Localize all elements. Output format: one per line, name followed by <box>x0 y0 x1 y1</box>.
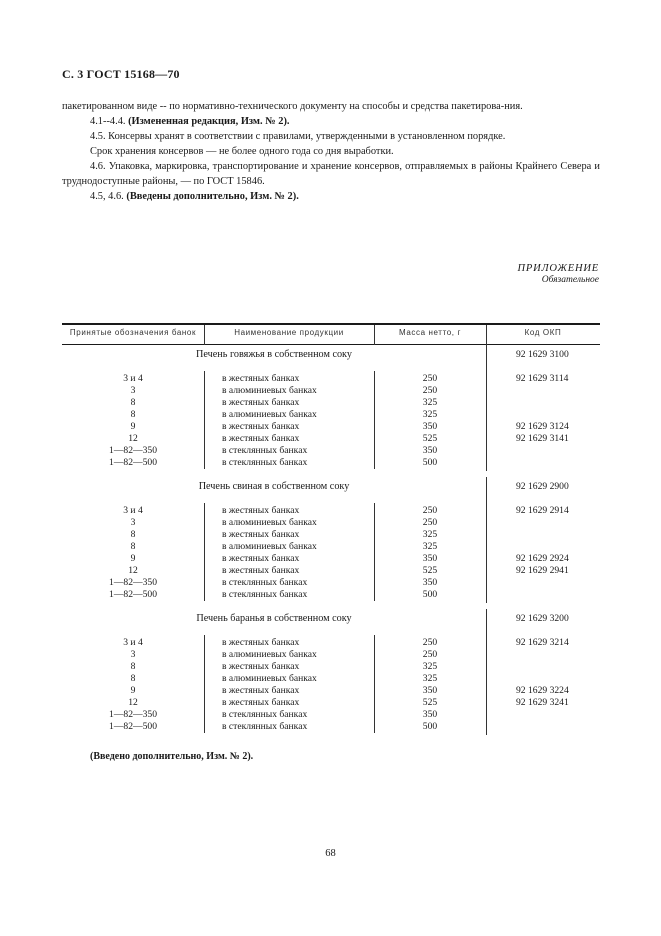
header-name: Наименование продукции <box>234 328 344 337</box>
cell-name: в стеклянных банках <box>222 577 308 588</box>
cell-mass: 350 <box>422 709 438 720</box>
cell-mass: 250 <box>422 373 438 384</box>
cell-name: в стеклянных банках <box>222 709 308 720</box>
cell-mass: 250 <box>422 637 438 648</box>
section-title: Печень свиная в собственном соку <box>198 481 350 492</box>
cell-designation: 1—82—500 <box>109 457 157 468</box>
cell-designation: 12 <box>128 697 138 708</box>
section-code: 92 1629 2900 <box>516 481 569 492</box>
column-divider <box>204 635 205 733</box>
cell-designation: 8 <box>130 409 136 420</box>
paragraph-4-5: 4.5. Консервы хранят в соответствии с правилами, утвержденными в установленном порядке. <box>90 131 506 142</box>
cell-name: в жестяных банках <box>222 661 300 672</box>
paragraph-prefix: 4.5, 4.6. <box>90 191 127 202</box>
header-code: Код ОКП <box>524 328 562 337</box>
cell-name: в жестяных банках <box>222 685 300 696</box>
cell-designation: 1—82—350 <box>109 445 157 456</box>
cell-designation: 12 <box>128 565 138 576</box>
cell-mass: 500 <box>422 457 438 468</box>
cell-designation: 3 <box>130 385 136 396</box>
cell-mass: 250 <box>422 649 438 660</box>
table-top-rule <box>62 323 600 325</box>
cell-mass: 250 <box>422 517 438 528</box>
footer-amendment-note: (Введено дополнительно, Изм. № 2). <box>90 751 254 762</box>
page-header: С. 3 ГОСТ 15168—70 <box>62 67 180 81</box>
appendix-subtitle: Обязательное <box>541 275 599 285</box>
cell-name: в алюминиевых банках <box>222 673 317 684</box>
cell-name: в жестяных банках <box>222 565 300 576</box>
section-title: Печень говяжья в собственном соку <box>196 349 352 360</box>
column-divider <box>486 345 487 471</box>
cell-name: в жестяных банках <box>222 529 300 540</box>
column-divider <box>486 477 487 603</box>
cell-code: 92 1629 3241 <box>516 697 569 708</box>
cell-mass: 350 <box>422 445 438 456</box>
table-header-rule <box>62 344 600 345</box>
cell-code: 92 1629 3214 <box>516 637 569 648</box>
appendix-label <box>518 263 600 285</box>
amendment-note: (Введены дополнительно, Изм. № 2). <box>126 191 299 202</box>
cell-designation: 3 <box>130 649 136 660</box>
cell-mass: 325 <box>422 541 438 552</box>
cell-mass: 350 <box>422 577 438 588</box>
body-text <box>62 99 600 204</box>
header-divider <box>204 325 205 345</box>
header-divider <box>374 325 375 345</box>
cell-mass: 325 <box>422 397 438 408</box>
cell-mass: 250 <box>422 505 438 516</box>
cell-name: в алюминиевых банках <box>222 409 317 420</box>
cell-name: в стеклянных банках <box>222 445 308 456</box>
amendment-note: (Измененная редакция, Изм. № 2). <box>128 116 290 127</box>
cell-mass: 525 <box>422 433 438 444</box>
cell-name: в алюминиевых банках <box>222 385 317 396</box>
cell-designation: 12 <box>128 433 138 444</box>
cell-designation: 9 <box>130 553 136 564</box>
cell-designation: 8 <box>130 673 136 684</box>
cell-code: 92 1629 2924 <box>516 553 569 564</box>
cell-code: 92 1629 2914 <box>516 505 569 516</box>
paragraph-continuation: пакетированном виде -- по нормативно-технического документу на способы и средства пакетирова-ния. <box>62 101 523 112</box>
cell-name: в жестяных банках <box>222 373 300 384</box>
cell-designation: 3 и 4 <box>123 505 143 516</box>
cell-code: 92 1629 2941 <box>516 565 569 576</box>
header-mass: Масса нетто, г <box>399 328 461 337</box>
paragraph-prefix: 4.1--4.4. <box>90 116 129 127</box>
paragraph-storage-term: Срок хранения консервов — не более одного года со дня выработки. <box>90 146 394 157</box>
cell-mass: 500 <box>422 589 438 600</box>
cell-designation: 8 <box>130 529 136 540</box>
cell-name: в алюминиевых банках <box>222 541 317 552</box>
cell-designation: 8 <box>130 541 136 552</box>
cell-designation: 1—82—500 <box>109 721 157 732</box>
cell-name: в стеклянных банках <box>222 457 308 468</box>
cell-mass: 350 <box>422 685 438 696</box>
cell-name: в жестяных банках <box>222 421 300 432</box>
section-code: 92 1629 3200 <box>516 613 569 624</box>
cell-mass: 325 <box>422 529 438 540</box>
header-divider <box>486 325 487 345</box>
cell-code: 92 1629 3124 <box>516 421 569 432</box>
cell-name: в жестяных банках <box>222 637 300 648</box>
cell-designation: 3 и 4 <box>123 637 143 648</box>
paragraph-4-1-4-4 <box>62 114 600 129</box>
cell-mass: 525 <box>422 697 438 708</box>
cell-name: в жестяных банках <box>222 505 300 516</box>
header-designation: Принятые обозначения банок <box>69 328 197 337</box>
cell-designation: 1—82—350 <box>109 709 157 720</box>
column-divider <box>486 609 487 735</box>
section-title: Печень баранья в собственном соку <box>196 613 352 624</box>
cell-mass: 325 <box>422 661 438 672</box>
cell-code: 92 1629 3224 <box>516 685 569 696</box>
appendix-title: ПРИЛОЖЕНИЕ <box>517 263 599 274</box>
cell-designation: 1—82—350 <box>109 577 157 588</box>
page-number: 68 <box>325 848 336 859</box>
cell-mass: 325 <box>422 673 438 684</box>
cell-designation: 1—82—500 <box>109 589 157 600</box>
column-divider <box>204 371 205 469</box>
section-code: 92 1629 3100 <box>516 349 569 360</box>
cell-designation: 8 <box>130 661 136 672</box>
cell-designation: 8 <box>130 397 136 408</box>
paragraph-4-5-4-6 <box>62 189 600 204</box>
cell-designation: 3 <box>130 517 136 528</box>
cell-name: в жестяных банках <box>222 553 300 564</box>
cell-code: 92 1629 3114 <box>516 373 569 384</box>
cell-name: в жестяных банках <box>222 433 300 444</box>
cell-code: 92 1629 3141 <box>516 433 569 444</box>
cell-mass: 525 <box>422 565 438 576</box>
cell-designation: 3 и 4 <box>123 373 143 384</box>
cell-name: в жестяных банках <box>222 397 300 408</box>
cell-mass: 350 <box>422 553 438 564</box>
cell-mass: 500 <box>422 721 438 732</box>
cell-designation: 9 <box>130 685 136 696</box>
cell-name: в алюминиевых банках <box>222 517 317 528</box>
cell-name: в жестяных банках <box>222 697 300 708</box>
cell-mass: 250 <box>422 385 438 396</box>
cell-name: в стеклянных банках <box>222 589 308 600</box>
cell-name: в стеклянных банках <box>222 721 308 732</box>
paragraph-4-6: 4.6. Упаковка, маркировка, транспортирование и хранение консервов, отправляемых в районы Крайнего Севера и труднодоступные районы, — по ГОСТ 15846. <box>62 161 600 187</box>
column-divider <box>204 503 205 601</box>
cell-mass: 350 <box>422 421 438 432</box>
cell-designation: 9 <box>130 421 136 432</box>
cell-mass: 325 <box>422 409 438 420</box>
cell-name: в алюминиевых банках <box>222 649 317 660</box>
